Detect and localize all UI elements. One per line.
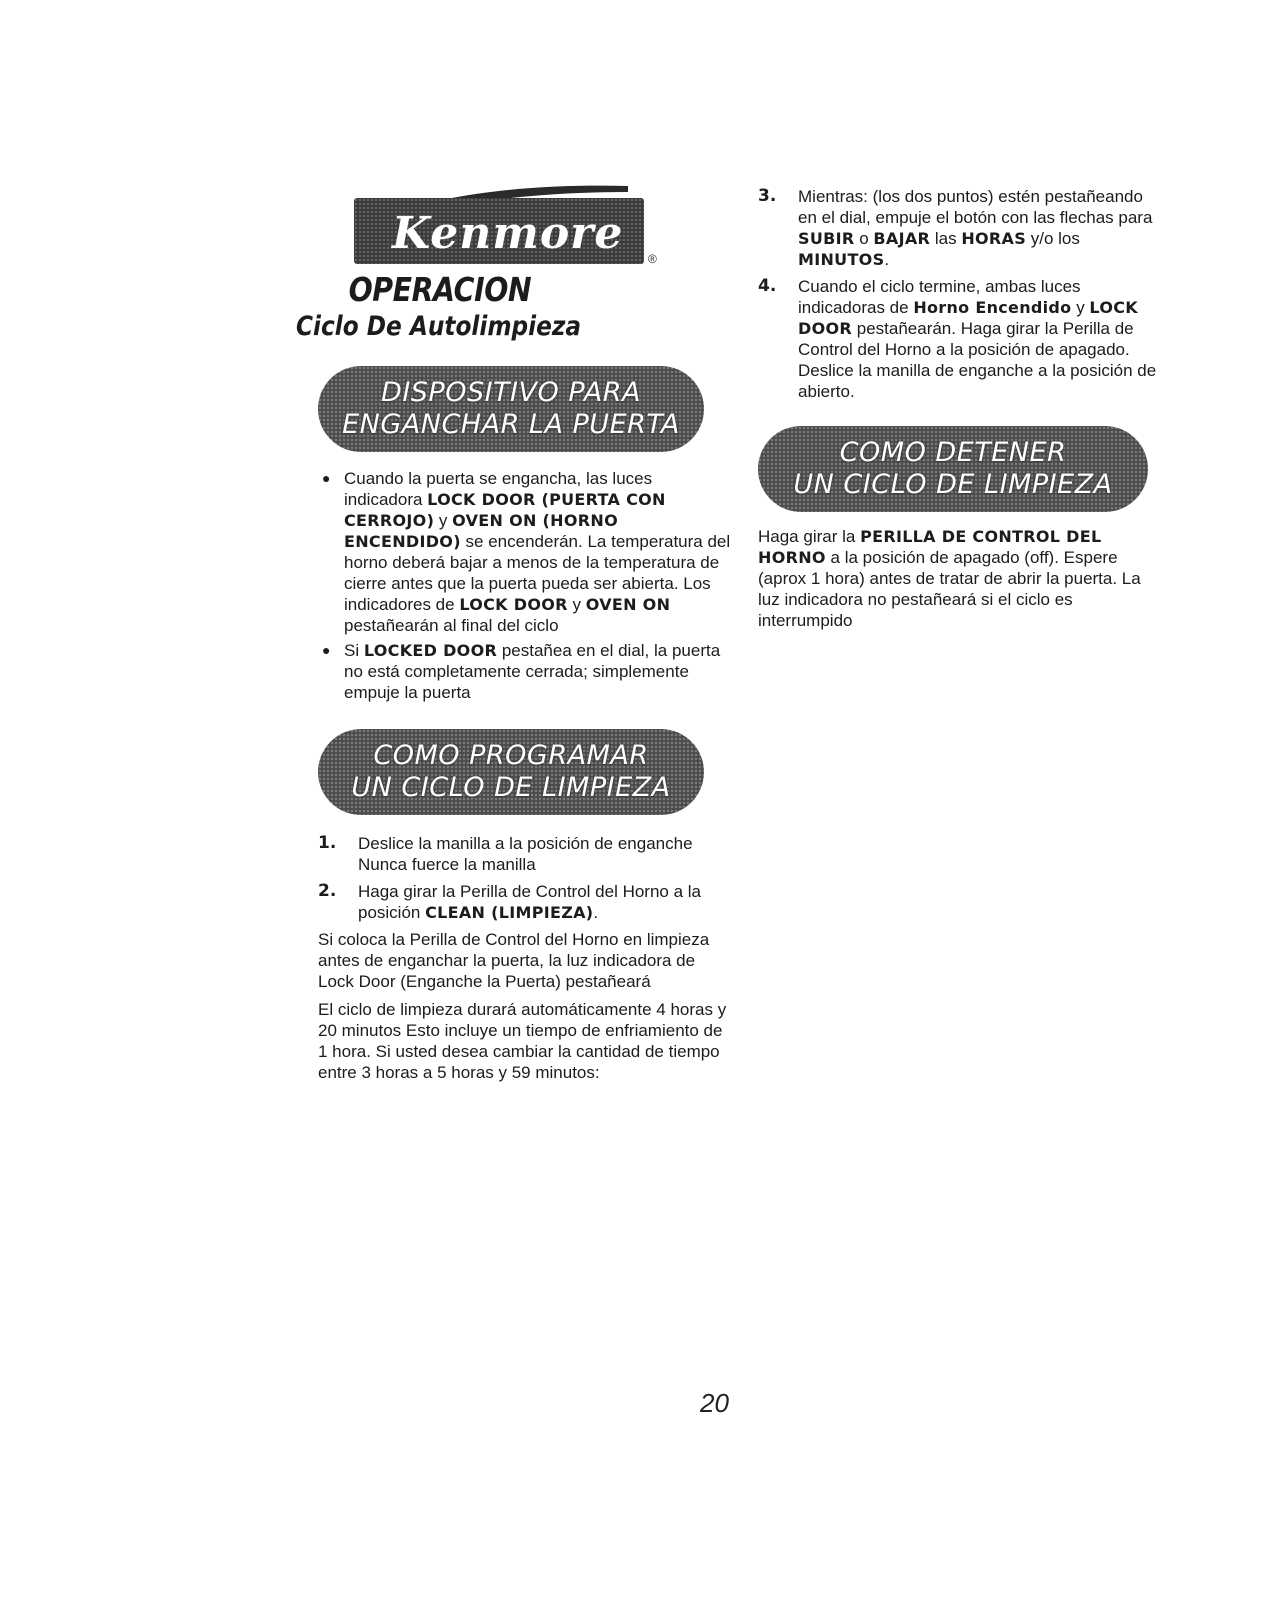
- paragraph: Si coloca la Perilla de Control del Horno en limpieza antes de enganchar la puerta, la luz indicadora de Lock Door (Enganche la Puerta) pestañeará: [318, 930, 710, 991]
- bold-text: LOCK DOOR: [459, 595, 568, 614]
- text: pestañearán. Haga girar la Perilla de Control del Horno a la posición de apagado. Deslice la manilla de enganche a la posición de abierto.: [798, 319, 1157, 401]
- section-banner-program: [318, 729, 704, 815]
- bold-text: LOCK DOOR (PUERTA CON CERROJO): [344, 490, 666, 530]
- page-number: 20: [700, 1388, 729, 1418]
- banner-line: ENGANCHAR LA PUERTA: [342, 409, 680, 440]
- step-text: Deslice la manilla a la posición de enganche Nunca fuerce la manilla: [358, 834, 693, 874]
- program-section-body-continued: [758, 186, 1158, 402]
- text: a la posición de apagado (off). Espere (aprox 1 hora) antes de tratar de abrir la puerta. La luz indicadora no pestañeará si el ciclo es interrumpido: [758, 548, 1141, 630]
- text: Haga girar la: [758, 527, 861, 546]
- bold-text: MINUTOS: [798, 250, 885, 269]
- page-title: OPERACION: [348, 270, 532, 309]
- lock-section-body: [318, 468, 733, 703]
- text: pestañea en el dial, la puerta no está completamente cerrada; simplemente empuje la puerta: [344, 641, 721, 702]
- paragraph: [758, 526, 1158, 631]
- bold-text: CLEAN (LIMPIEZA): [425, 903, 594, 922]
- bold-text: LOCK DOOR: [798, 298, 1138, 338]
- list-item: [758, 276, 1158, 402]
- program-section-body: [318, 833, 733, 1083]
- list-item: [318, 833, 733, 875]
- text: pestañearán al final del ciclo: [344, 616, 559, 635]
- banner-line: COMO DETENER: [839, 437, 1067, 468]
- banner-line: UN CICLO DE LIMPIEZA: [793, 469, 1113, 500]
- text: Mientras: (los dos puntos) estén pestañeando en el dial, empuje el botón con las flechas para: [798, 187, 1153, 227]
- list-item: [318, 640, 733, 703]
- text: Haga girar la Perilla de Control del Horno a la posición: [358, 882, 702, 922]
- banner-line: DISPOSITIVO PARA: [381, 377, 641, 408]
- text: se encenderán. La temperatura del horno deberá bajar a menos de la temperatura de cierre antes que la puerta pueda ser abierta. Los indicadores de: [344, 532, 731, 614]
- step-number: 2.: [318, 881, 337, 901]
- bold-text: BAJAR: [873, 229, 931, 248]
- list-item: [318, 468, 733, 636]
- stop-section-body: [758, 526, 1158, 631]
- step-number: 3.: [758, 186, 777, 206]
- logo-registered-mark: ®: [648, 252, 657, 266]
- bold-text: HORAS: [961, 229, 1027, 248]
- step-number: 4.: [758, 276, 777, 296]
- text: y: [434, 511, 453, 530]
- bullet-icon: ●: [322, 642, 331, 658]
- right-column: [758, 186, 1158, 638]
- bold-text: PERILLA DE CONTROL DEL HORNO: [758, 527, 1102, 567]
- bold-text: OVEN ON (HORNO ENCENDIDO): [344, 511, 618, 551]
- text: Si: [344, 641, 364, 660]
- banner-line: UN CICLO DE LIMPIEZA: [351, 772, 671, 803]
- text: Cuando la puerta se engancha, las luces indicadora: [344, 469, 653, 509]
- kenmore-logo: [354, 180, 674, 272]
- text: y/o los: [1026, 229, 1080, 248]
- step-number: 1.: [318, 833, 337, 853]
- bold-text: LOCKED DOOR: [363, 641, 498, 660]
- bold-text: SUBIR: [798, 229, 855, 248]
- text: o: [854, 229, 874, 248]
- section-banner-stop: [758, 426, 1148, 512]
- logo-text: Kenmore: [392, 208, 624, 259]
- paragraph: El ciclo de limpieza durará automáticamente 4 horas y 20 minutos Esto incluye un tiempo de enfriamiento de 1 hora. Si usted desea cambiar la cantidad de tiempo entre 3 horas a 5 horas y 59 minutos:: [318, 1000, 727, 1082]
- page-subtitle: Ciclo De Autolimpieza: [296, 311, 582, 342]
- bold-text: Horno Encendido: [913, 298, 1072, 317]
- section-banner-lock: [318, 366, 704, 452]
- banner-line: COMO PROGRAMAR: [373, 740, 649, 771]
- list-item: [758, 186, 1158, 270]
- text: y: [1071, 298, 1090, 317]
- left-column: [296, 180, 733, 1090]
- text: .: [884, 250, 890, 269]
- text: las: [930, 229, 962, 248]
- text: Cuando el ciclo termine, ambas luces indicadoras de: [798, 277, 1081, 317]
- bold-text: OVEN ON: [585, 595, 671, 614]
- list-item: [318, 881, 733, 923]
- bullet-icon: ●: [322, 470, 331, 486]
- text: y: [567, 595, 586, 614]
- text: .: [593, 903, 599, 922]
